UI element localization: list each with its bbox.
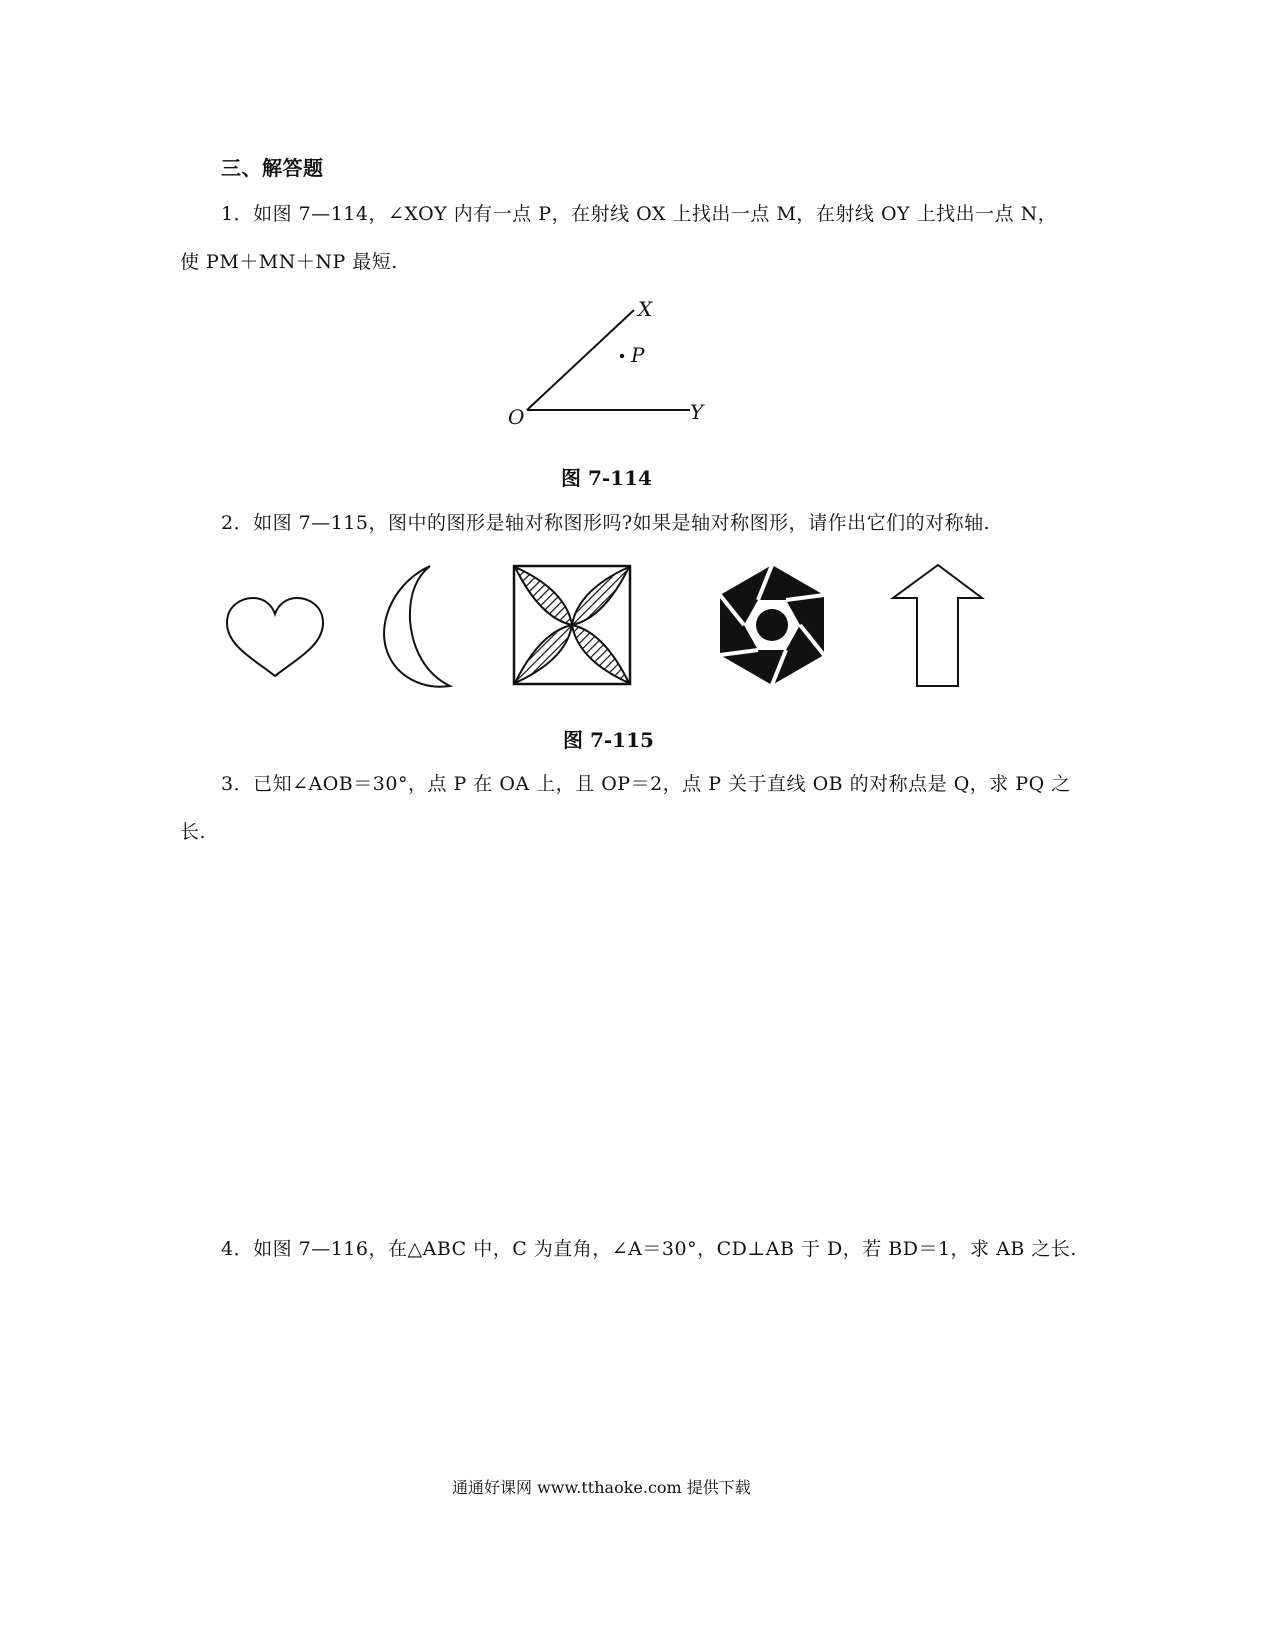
question-1-line-2: 使 PM＋MN＋NP 最短. xyxy=(180,251,398,273)
question-3-line-1: 3．已知∠AOB＝30°，点 P 在 OA 上，且 OP＝2，点 P 关于直线 OB 的对称点是 Q，求 PQ 之 xyxy=(221,773,1071,795)
crescent-shape xyxy=(384,566,450,687)
question-4-line-1: 4．如图 7—116，在△ABC 中，C 为直角，∠A＝30°，CD⊥AB 于 D，若 BD＝1，求 AB 之长. xyxy=(221,1238,1077,1260)
heart-shape xyxy=(227,598,323,676)
label-o: O xyxy=(508,405,525,429)
question-1-line-1: 1．如图 7—114，∠XOY 内有一点 P，在射线 OX 上找出一点 M，在射线 OY 上找出一点 N， xyxy=(221,203,1058,225)
label-p: P xyxy=(631,343,645,367)
label-y: Y xyxy=(690,400,704,424)
footer-text: 通通好课网 www.tthaoke.com 提供下载 xyxy=(452,1478,751,1497)
question-2-line-1: 2．如图 7—115，图中的图形是轴对称图形吗?如果是轴对称图形，请作出它们的对称轴. xyxy=(221,512,991,534)
section-title: 三、解答题 xyxy=(221,156,324,180)
hexagon-aperture-shape xyxy=(720,565,824,685)
question-3-line-2: 长. xyxy=(180,821,207,843)
figure-7-114-caption: 图 7-114 xyxy=(561,466,652,490)
label-x: X xyxy=(638,297,653,321)
figure-7-115-caption: 图 7-115 xyxy=(563,728,654,752)
up-arrow-shape xyxy=(893,565,982,686)
square-petal-shape xyxy=(514,566,630,684)
